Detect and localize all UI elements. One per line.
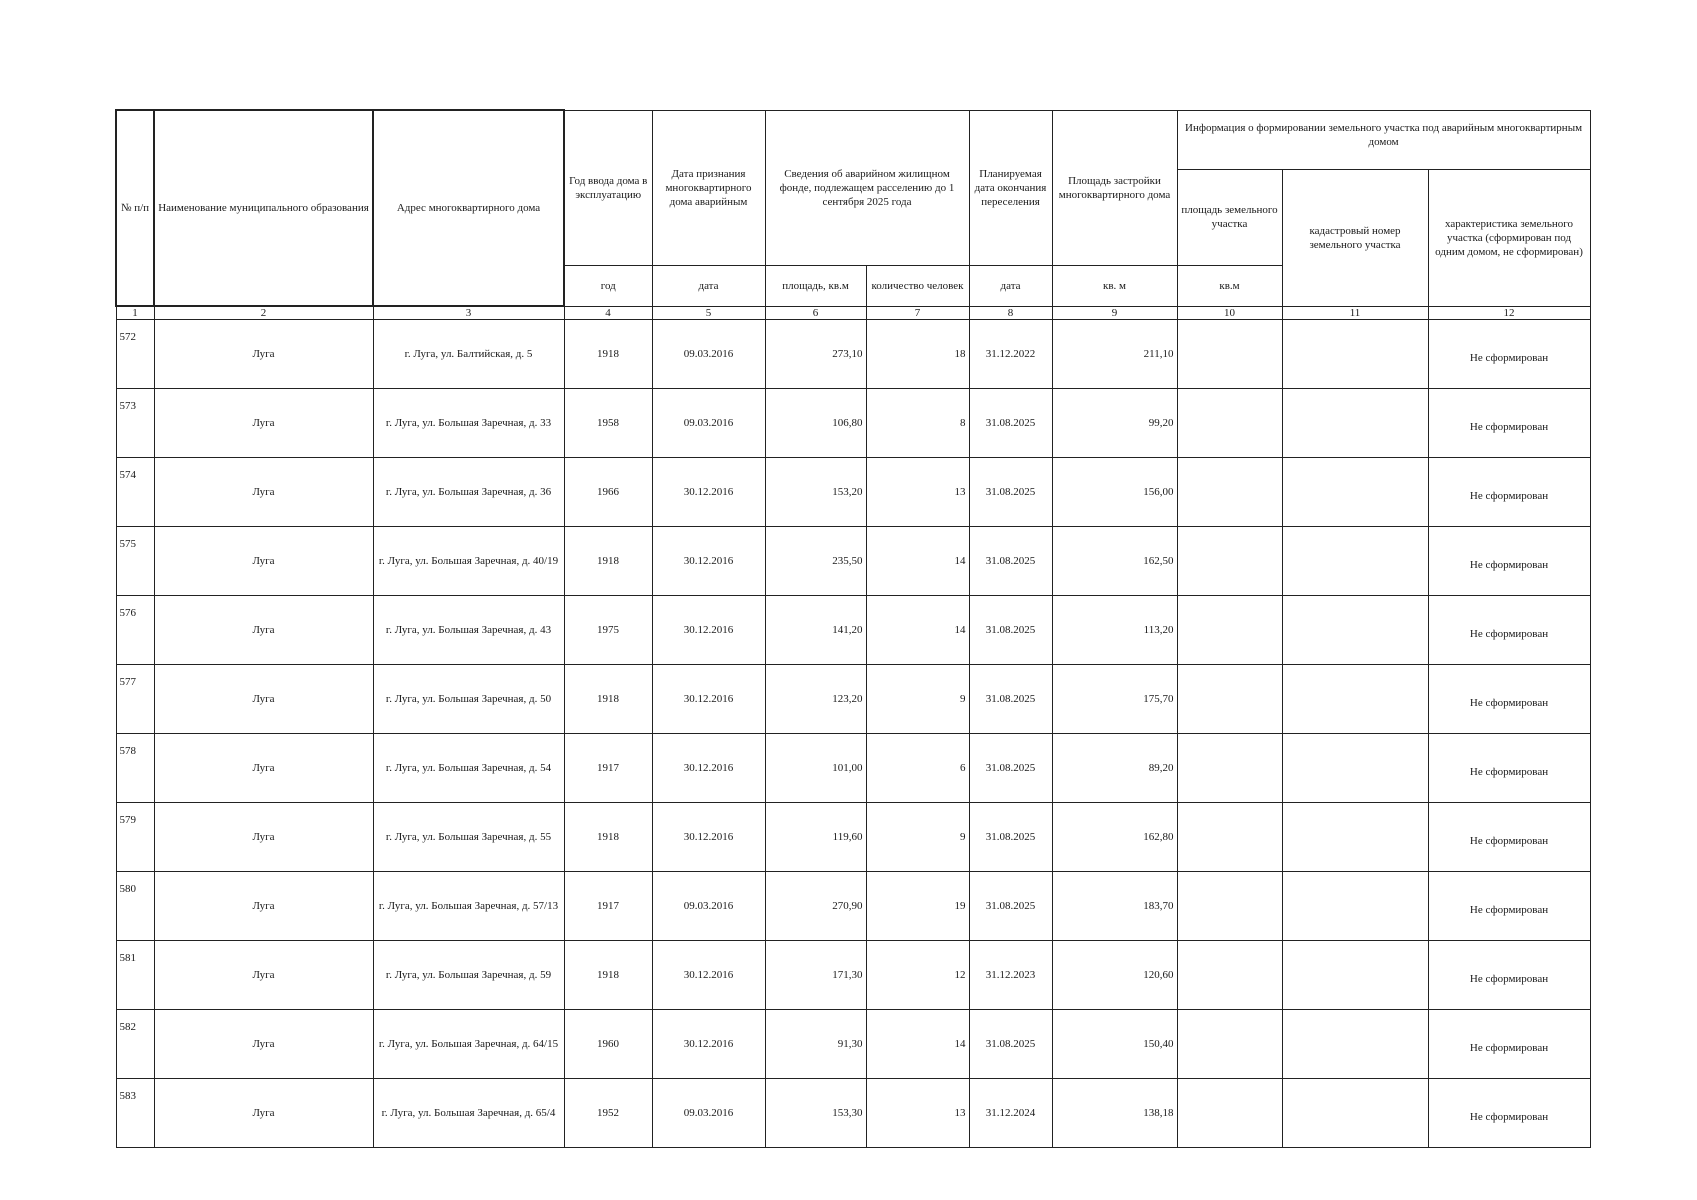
land-status-cell: Не сформирован [1428,458,1590,527]
planned-date-cell: 31.08.2025 [969,527,1052,596]
cadastral-cell [1282,1079,1428,1148]
row-number: 576 [116,596,154,665]
built-area-cell: 99,20 [1052,389,1177,458]
address-cell: г. Луга, ул. Большая Заречная, д. 50 [373,665,564,734]
unit-planned-date: дата [969,265,1052,306]
header-emergency-fund: Сведения об аварийном жилищном фонде, подлежащем расселению до 1 сентября 2025 года [765,110,969,265]
land-area-cell [1177,1079,1282,1148]
table-body [116,320,1590,1148]
built-area-cell: 162,80 [1052,803,1177,872]
address-cell: г. Луга, ул. Большая Заречная, д. 54 [373,734,564,803]
area-cell: 171,30 [765,941,866,1010]
cadastral-cell [1282,389,1428,458]
land-status-cell: Не сформирован [1428,872,1590,941]
land-area-cell [1177,734,1282,803]
address-cell: г. Луга, ул. Большая Заречная, д. 43 [373,596,564,665]
cadastral-cell [1282,941,1428,1010]
column-number: 11 [1282,306,1428,320]
date-cell: 30.12.2016 [652,803,765,872]
area-cell: 101,00 [765,734,866,803]
land-status-cell: Не сформирован [1428,527,1590,596]
people-cell: 13 [866,458,969,527]
land-area-cell [1177,665,1282,734]
column-number: 5 [652,306,765,320]
built-area-cell: 113,20 [1052,596,1177,665]
row-number: 583 [116,1079,154,1148]
year-cell: 1917 [564,734,652,803]
area-cell: 141,20 [765,596,866,665]
row-number: 574 [116,458,154,527]
table-row [116,596,1590,665]
planned-date-cell: 31.12.2024 [969,1079,1052,1148]
area-cell: 91,30 [765,1010,866,1079]
header-built-area: Площадь застройки многоквартирного дома [1052,110,1177,265]
header-land-area: площадь земельного участка [1177,169,1282,265]
table-row [116,803,1590,872]
unit-date: дата [652,265,765,306]
header-land-characteristic: характеристика земельного участка (сформирован под одним домом, не сформирован) [1428,169,1590,306]
area-cell: 153,20 [765,458,866,527]
planned-date-cell: 31.12.2023 [969,941,1052,1010]
year-cell: 1952 [564,1079,652,1148]
address-cell: г. Луга, ул. Большая Заречная, д. 55 [373,803,564,872]
land-status-cell: Не сформирован [1428,734,1590,803]
area-cell: 106,80 [765,389,866,458]
municipality-cell: Луга [154,665,373,734]
column-number: 12 [1428,306,1590,320]
column-number: 4 [564,306,652,320]
address-cell: г. Луга, ул. Большая Заречная, д. 40/19 [373,527,564,596]
planned-date-cell: 31.08.2025 [969,734,1052,803]
planned-date-cell: 31.08.2025 [969,803,1052,872]
row-number: 572 [116,320,154,389]
cadastral-cell [1282,734,1428,803]
area-cell: 273,10 [765,320,866,389]
column-number: 10 [1177,306,1282,320]
header-municipality: Наименование муниципального образования [154,110,373,306]
date-cell: 09.03.2016 [652,1079,765,1148]
municipality-cell: Луга [154,458,373,527]
land-area-cell [1177,596,1282,665]
built-area-cell: 89,20 [1052,734,1177,803]
table-row [116,872,1590,941]
people-cell: 19 [866,872,969,941]
address-cell: г. Луга, ул. Балтийская, д. 5 [373,320,564,389]
area-cell: 270,90 [765,872,866,941]
table-row [116,1079,1590,1148]
built-area-cell: 138,18 [1052,1079,1177,1148]
table-row [116,941,1590,1010]
land-area-cell [1177,320,1282,389]
planned-date-cell: 31.12.2022 [969,320,1052,389]
built-area-cell: 175,70 [1052,665,1177,734]
people-cell: 12 [866,941,969,1010]
row-number: 579 [116,803,154,872]
municipality-cell: Луга [154,389,373,458]
table-row [116,665,1590,734]
date-cell: 09.03.2016 [652,320,765,389]
unit-area: площадь, кв.м [765,265,866,306]
row-number: 577 [116,665,154,734]
address-cell: г. Луга, ул. Большая Заречная, д. 33 [373,389,564,458]
municipality-cell: Луга [154,596,373,665]
address-cell: г. Луга, ул. Большая Заречная, д. 65/4 [373,1079,564,1148]
built-area-cell: 120,60 [1052,941,1177,1010]
date-cell: 30.12.2016 [652,941,765,1010]
land-area-cell [1177,458,1282,527]
header-address: Адрес многоквартирного дома [373,110,564,306]
address-cell: г. Луга, ул. Большая Заречная, д. 64/15 [373,1010,564,1079]
planned-date-cell: 31.08.2025 [969,596,1052,665]
cadastral-cell [1282,1010,1428,1079]
planned-date-cell: 31.08.2025 [969,458,1052,527]
year-cell: 1960 [564,1010,652,1079]
planned-date-cell: 31.08.2025 [969,872,1052,941]
planned-date-cell: 31.08.2025 [969,665,1052,734]
built-area-cell: 211,10 [1052,320,1177,389]
column-number: 6 [765,306,866,320]
area-cell: 119,60 [765,803,866,872]
year-cell: 1966 [564,458,652,527]
municipality-cell: Луга [154,1079,373,1148]
municipality-cell: Луга [154,872,373,941]
address-cell: г. Луга, ул. Большая Заречная, д. 59 [373,941,564,1010]
column-number-row [116,306,1590,320]
unit-built-sqm: кв. м [1052,265,1177,306]
year-cell: 1918 [564,665,652,734]
column-number: 8 [969,306,1052,320]
column-number: 9 [1052,306,1177,320]
date-cell: 30.12.2016 [652,734,765,803]
built-area-cell: 156,00 [1052,458,1177,527]
document-page [115,109,1591,1148]
people-cell: 9 [866,665,969,734]
cadastral-cell [1282,320,1428,389]
row-number: 575 [116,527,154,596]
header-num: № п/п [116,110,154,306]
people-cell: 14 [866,596,969,665]
people-cell: 18 [866,320,969,389]
area-cell: 153,30 [765,1079,866,1148]
planned-date-cell: 31.08.2025 [969,1010,1052,1079]
header-year-commission: Год ввода дома в эксплуатацию [564,110,652,265]
land-area-cell [1177,803,1282,872]
unit-year: год [564,265,652,306]
row-number: 578 [116,734,154,803]
people-cell: 14 [866,527,969,596]
municipality-cell: Луга [154,1010,373,1079]
year-cell: 1918 [564,803,652,872]
year-cell: 1975 [564,596,652,665]
municipality-cell: Луга [154,734,373,803]
column-number: 3 [373,306,564,320]
land-area-cell [1177,389,1282,458]
area-cell: 123,20 [765,665,866,734]
table-row [116,527,1590,596]
land-status-cell: Не сформирован [1428,320,1590,389]
land-area-cell [1177,941,1282,1010]
date-cell: 30.12.2016 [652,527,765,596]
row-number: 573 [116,389,154,458]
table-row [116,1010,1590,1079]
header-date-emergency: Дата признания многоквартирного дома аварийным [652,110,765,265]
year-cell: 1918 [564,320,652,389]
people-cell: 13 [866,1079,969,1148]
row-number: 580 [116,872,154,941]
municipality-cell: Луга [154,803,373,872]
cadastral-cell [1282,803,1428,872]
date-cell: 09.03.2016 [652,389,765,458]
land-status-cell: Не сформирован [1428,1010,1590,1079]
land-area-cell [1177,527,1282,596]
table-row [116,389,1590,458]
land-status-cell: Не сформирован [1428,665,1590,734]
cadastral-cell [1282,596,1428,665]
unit-land-sqm: кв.м [1177,265,1282,306]
table-row [116,458,1590,527]
built-area-cell: 162,50 [1052,527,1177,596]
land-status-cell: Не сформирован [1428,596,1590,665]
cadastral-cell [1282,458,1428,527]
table-row [116,320,1590,389]
header-land-info: Информация о формировании земельного участка под аварийным многоквартирным домом [1177,110,1590,169]
emergency-housing-table [115,109,1591,1148]
land-status-cell: Не сформирован [1428,1079,1590,1148]
row-number: 582 [116,1010,154,1079]
people-cell: 9 [866,803,969,872]
land-area-cell [1177,872,1282,941]
municipality-cell: Луга [154,527,373,596]
address-cell: г. Луга, ул. Большая Заречная, д. 57/13 [373,872,564,941]
row-number: 581 [116,941,154,1010]
year-cell: 1918 [564,527,652,596]
header-cadastral: кадастровый номер земельного участка [1282,169,1428,306]
municipality-cell: Луга [154,320,373,389]
built-area-cell: 150,40 [1052,1010,1177,1079]
municipality-cell: Луга [154,941,373,1010]
land-status-cell: Не сформирован [1428,941,1590,1010]
address-cell: г. Луга, ул. Большая Заречная, д. 36 [373,458,564,527]
land-status-cell: Не сформирован [1428,389,1590,458]
area-cell: 235,50 [765,527,866,596]
cadastral-cell [1282,872,1428,941]
people-cell: 8 [866,389,969,458]
date-cell: 30.12.2016 [652,665,765,734]
date-cell: 30.12.2016 [652,1010,765,1079]
cadastral-cell [1282,665,1428,734]
unit-people: количество человек [866,265,969,306]
planned-date-cell: 31.08.2025 [969,389,1052,458]
column-number: 7 [866,306,969,320]
date-cell: 30.12.2016 [652,458,765,527]
column-number: 1 [116,306,154,320]
land-status-cell: Не сформирован [1428,803,1590,872]
people-cell: 14 [866,1010,969,1079]
column-number: 2 [154,306,373,320]
built-area-cell: 183,70 [1052,872,1177,941]
year-cell: 1917 [564,872,652,941]
year-cell: 1918 [564,941,652,1010]
table-row [116,734,1590,803]
header-planned-date: Планируемая дата окончания переселения [969,110,1052,265]
cadastral-cell [1282,527,1428,596]
date-cell: 09.03.2016 [652,872,765,941]
year-cell: 1958 [564,389,652,458]
date-cell: 30.12.2016 [652,596,765,665]
land-area-cell [1177,1010,1282,1079]
people-cell: 6 [866,734,969,803]
